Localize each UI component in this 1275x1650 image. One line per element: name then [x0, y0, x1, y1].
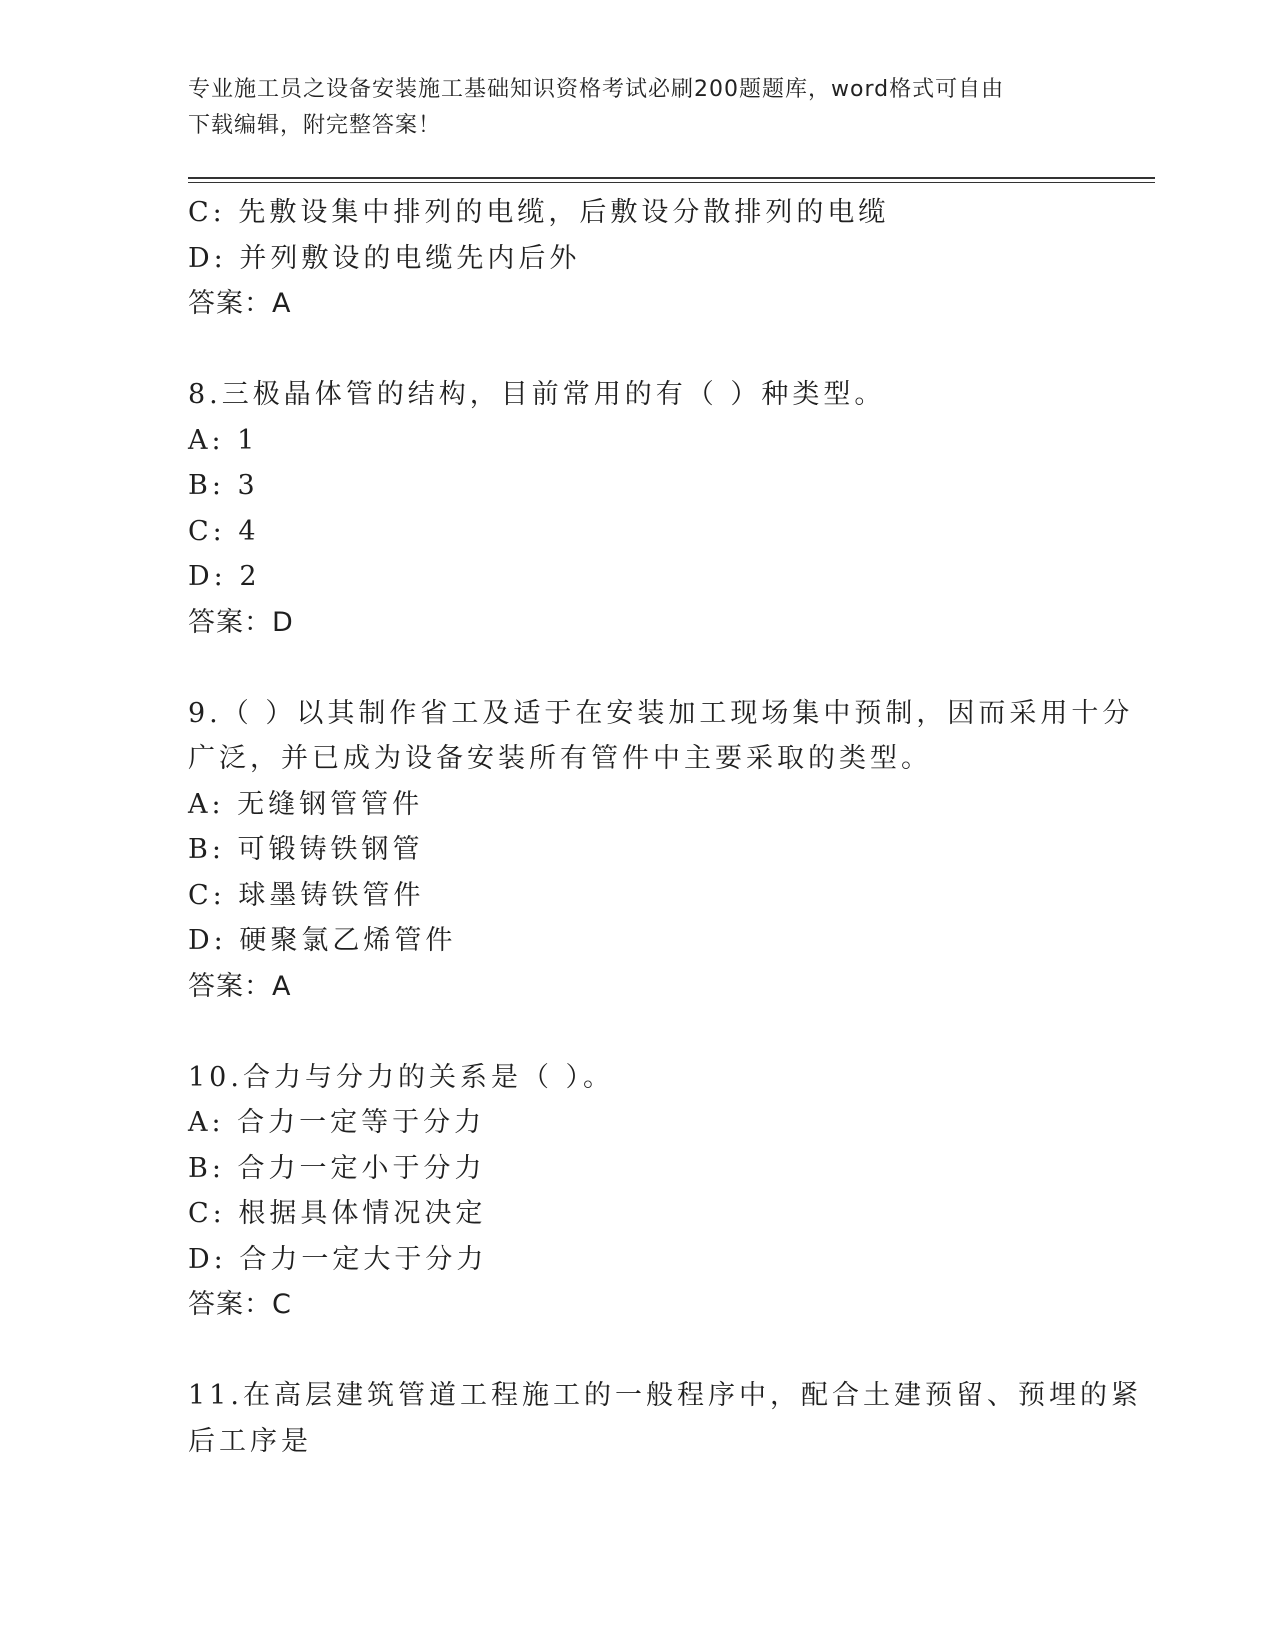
question-text: 8.三极晶体管的结构，目前常用的有（ ）种类型。: [188, 379, 886, 410]
header-divider-thick: [188, 177, 1155, 179]
option-d: D: 并列敷设的电缆先内后外: [188, 242, 581, 274]
option-d: D: 2: [188, 561, 261, 592]
question-text-line-1: 9.（ ）以其制作省工及适于在安装加工现场集中预制，因而采用十分: [188, 697, 1134, 729]
option-d: D: 硬聚氯乙烯管件: [188, 925, 457, 956]
answer-label: 答案：A: [188, 970, 292, 1002]
answer-label: 答案：A: [188, 288, 292, 319]
option-d: D: 合力一定大于分力: [188, 1243, 488, 1275]
document-header: [188, 72, 1088, 144]
question-list: [188, 190, 1142, 1464]
question-11-block: [188, 1373, 1142, 1464]
question-text-line-2: 广泛，并已成为设备安装所有管件中主要采取的类型。: [188, 743, 932, 774]
option-a: A: 合力一定等于分力: [188, 1107, 486, 1138]
option-a: A: 无缝钢管管件: [188, 788, 424, 820]
spacer: [188, 1009, 1088, 1055]
question-text-line-2: 后工序是: [188, 1425, 312, 1457]
header-divider-thin: [188, 182, 1155, 183]
option-a: A: 1: [188, 424, 259, 456]
option-b: B: 3: [188, 470, 259, 501]
spacer: [188, 327, 1088, 373]
spacer: [188, 1328, 1088, 1374]
header-line-2: 下载编辑，附完整答案！: [188, 113, 442, 138]
answer-label: 答案：D: [188, 606, 294, 638]
answer-label: 答案：C: [188, 1289, 292, 1320]
question-8-block: [188, 372, 1088, 645]
header-line-1: 专业施工员之设备安装施工基础知识资格考试必刷200题题库，word格式可自由: [188, 77, 1005, 102]
question-text: 10.合力与分力的关系是（ ）。: [188, 1061, 615, 1093]
option-b: B: 合力一定小于分力: [188, 1152, 486, 1184]
question-7-block: [188, 190, 1088, 327]
option-c: C: 根据具体情况决定: [188, 1198, 487, 1229]
question-9-block: [188, 691, 1134, 1010]
spacer: [188, 645, 1088, 691]
option-c: C: 球墨铸铁管件: [188, 879, 425, 911]
option-b: B: 可锻铸铁钢管: [188, 834, 424, 865]
option-c: C: 4: [188, 515, 260, 547]
question-10-block: [188, 1055, 1088, 1328]
question-text-line-1: 11.在高层建筑管道工程施工的一般程序中，配合土建预留、预埋的紧: [188, 1380, 1142, 1411]
option-c: C: 先敷设集中排列的电缆，后敷设分散排列的电缆: [188, 197, 890, 228]
